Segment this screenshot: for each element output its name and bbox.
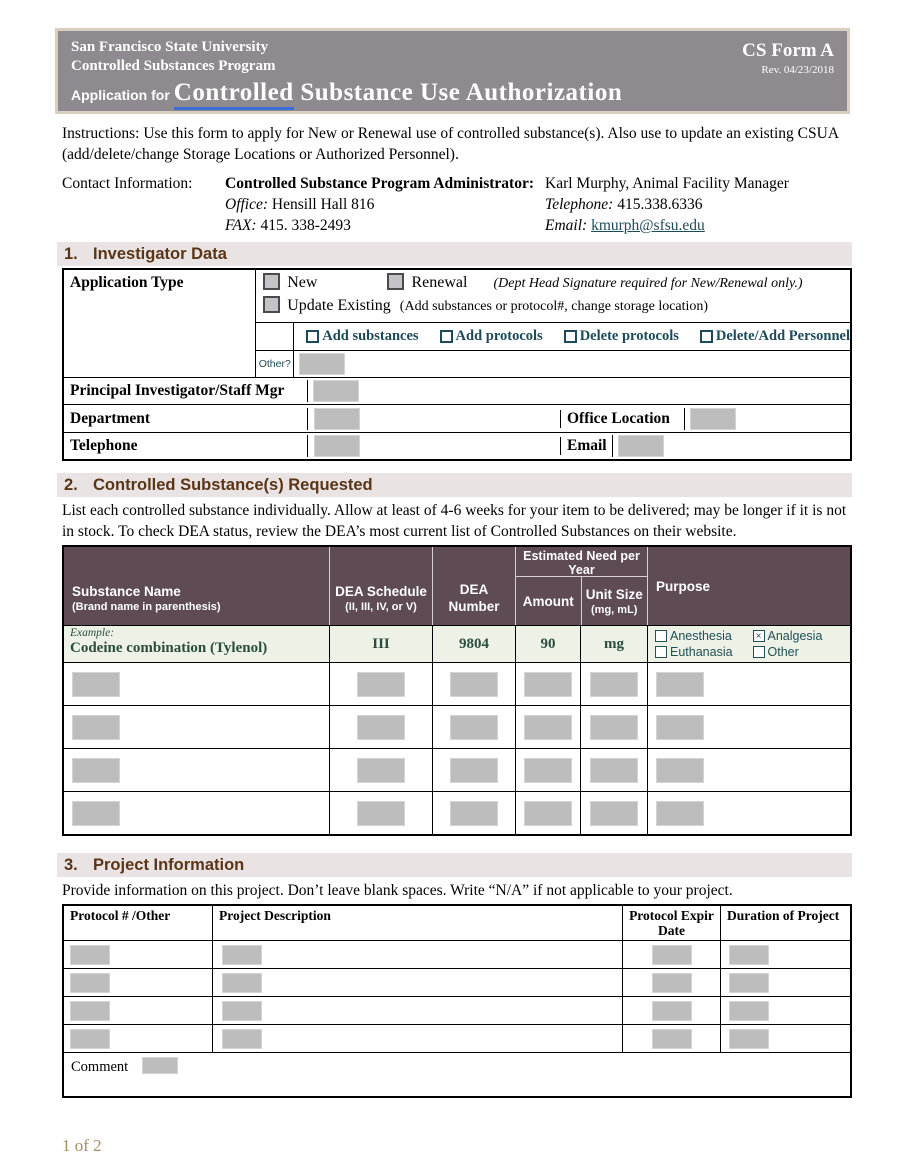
example-label: Example: — [70, 627, 115, 639]
unit-size-cell — [580, 749, 647, 791]
project-row — [64, 940, 850, 968]
amount-input[interactable] — [524, 715, 572, 740]
update-option-add-substances — [306, 328, 418, 345]
fax-label: FAX: — [225, 217, 257, 234]
section-1-number: 1. — [64, 245, 78, 263]
col-dea-schedule — [329, 547, 432, 625]
dea-number-input[interactable] — [450, 672, 498, 697]
estimated-need-subcolumns — [516, 577, 647, 625]
add-protocols-checkbox[interactable] — [440, 330, 453, 343]
delete-protocols-label: Delete protocols — [579, 328, 679, 344]
office-location-cell — [684, 408, 850, 430]
unit-size-input[interactable] — [590, 801, 638, 826]
project-row — [64, 996, 850, 1024]
purpose-anesthesia — [655, 629, 753, 643]
department-input[interactable] — [314, 408, 360, 430]
office-value: Hensill Hall 816 — [271, 196, 375, 213]
example-dea-number: 9804 — [432, 626, 515, 662]
protocol-expir-date-input[interactable] — [652, 1001, 692, 1021]
amount-input[interactable] — [524, 672, 572, 697]
unit-size-input[interactable] — [590, 758, 638, 783]
protocol-expir-date-input[interactable] — [652, 945, 692, 965]
dea-number-cell — [432, 706, 515, 748]
form-header — [55, 28, 850, 114]
dea-schedule-input[interactable] — [357, 672, 405, 697]
other-purpose-label: Other — [767, 645, 799, 659]
substance-name-input[interactable] — [72, 801, 120, 826]
schedule-cell — [329, 749, 432, 791]
contact-middle-column — [225, 173, 545, 236]
investigator-table — [62, 268, 852, 461]
anesthesia-label: Anesthesia — [670, 629, 732, 643]
substance-name-input[interactable] — [72, 672, 120, 697]
protocol-input[interactable] — [70, 1029, 110, 1049]
col-estimated-need — [515, 547, 647, 625]
title-rest: Substance Use Authorization — [293, 79, 623, 106]
dea-number-input[interactable] — [450, 758, 498, 783]
unit-size-cell — [580, 792, 647, 834]
description-cell — [212, 969, 622, 996]
admin-label: Controlled Substance Program Administrator: — [225, 175, 534, 192]
estimated-need-header-text: Estimated Need per Year — [516, 547, 647, 577]
col-duration-of-project: Duration of Project — [720, 906, 850, 940]
amount-input[interactable] — [524, 801, 572, 826]
application-type-row — [64, 270, 850, 377]
pi-input[interactable] — [313, 380, 359, 402]
office-line — [225, 194, 545, 215]
office-location-label: Office Location — [560, 410, 684, 428]
fax-value: 415. 338-2493 — [260, 217, 351, 234]
purpose-input[interactable] — [656, 758, 704, 783]
office-location-input[interactable] — [690, 408, 736, 430]
office-label: Office: — [225, 196, 269, 213]
email-field-label: Email — [560, 437, 612, 455]
example-purpose-cell — [647, 626, 850, 662]
protocol-cell — [64, 1025, 212, 1052]
purpose-cell — [647, 663, 850, 705]
purpose-header-text: Purpose — [656, 578, 711, 594]
telephone-input[interactable] — [314, 435, 360, 457]
other-purpose-checkbox[interactable] — [753, 646, 765, 658]
instructions-text: Instructions: Use this form to apply for New or Renewal use of controlled substance(s). Also use to update an existing CSUA (add/delete/change Storage Locations or Authorized Personnel). — [62, 125, 839, 163]
project-description-input[interactable] — [222, 945, 262, 965]
anesthesia-checkbox[interactable] — [655, 630, 667, 642]
section-3-title: Project Information — [93, 856, 245, 874]
application-type-cell — [255, 270, 850, 377]
expir-cell — [622, 997, 720, 1024]
substance-cell — [64, 792, 329, 834]
purpose-input[interactable] — [656, 672, 704, 697]
substance-cell — [64, 749, 329, 791]
update-option-delete-protocols — [564, 328, 679, 345]
example-substance-cell — [64, 626, 329, 662]
pi-label: Principal Investigator/Staff Mgr — [70, 382, 285, 399]
project-description-input[interactable] — [222, 973, 262, 993]
telephone-line — [545, 194, 902, 215]
substance-row — [64, 662, 850, 705]
protocol-cell — [64, 941, 212, 968]
update-option-add-protocols — [440, 328, 543, 345]
other-input[interactable] — [299, 353, 345, 375]
amount-cell — [515, 749, 580, 791]
email-cell — [612, 435, 850, 457]
protocol-input[interactable] — [70, 973, 110, 993]
analgesia-checkbox[interactable]: × — [753, 630, 765, 642]
org-line-1: San Francisco State University — [71, 39, 269, 55]
unit-size-input[interactable] — [590, 672, 638, 697]
section-2-title: Controlled Substance(s) Requested — [93, 476, 373, 494]
contact-information-label: Contact Information: — [62, 175, 193, 192]
col-dea-number — [432, 547, 515, 625]
revision-date: Rev. 04/23/2018 — [761, 64, 834, 76]
email-link[interactable]: kmurph@sfsu.edu — [591, 217, 705, 234]
new-checkbox[interactable] — [263, 273, 280, 290]
project-description-input[interactable] — [222, 1001, 262, 1021]
email-label: Email: — [545, 217, 588, 234]
dea-header-line1: DEA — [459, 582, 489, 597]
dea-number-input[interactable] — [450, 801, 498, 826]
col-protocol-expir-date: Protocol Expir Date — [622, 906, 720, 940]
comment-input[interactable] — [142, 1057, 178, 1074]
header-left — [71, 38, 622, 107]
header-right — [742, 38, 834, 107]
purpose-input[interactable] — [656, 801, 704, 826]
other-row — [256, 350, 850, 377]
col-protocol: Protocol # /Other — [70, 908, 171, 923]
telephone-field-label: Telephone — [70, 437, 138, 454]
analgesia-label: Analgesia — [767, 629, 823, 643]
other-cell — [294, 351, 850, 377]
unit-header-text: Unit Size — [585, 586, 643, 602]
duration-cell — [720, 941, 850, 968]
dept-head-note: (Dept Head Signature required for New/Renewal only.) — [493, 276, 803, 291]
application-type-choices — [256, 270, 850, 322]
update-existing-note: (Add substances or protocol#, change storage location) — [399, 299, 709, 314]
delete-add-personnel-checkbox[interactable] — [700, 330, 713, 343]
add-substances-label: Add substances — [322, 328, 419, 344]
project-row — [64, 968, 850, 996]
euthanasia-checkbox[interactable] — [655, 646, 667, 658]
protocol-input[interactable] — [70, 1001, 110, 1021]
department-row — [64, 404, 850, 432]
description-cell — [212, 1025, 622, 1052]
project-description-input[interactable] — [222, 1029, 262, 1049]
comment-row — [64, 1052, 850, 1096]
protocol-input[interactable] — [70, 945, 110, 965]
project-row — [64, 1024, 850, 1052]
substance-subheader-text: (Brand name in parenthesis) — [72, 600, 221, 613]
telephone-value: 415.338.6336 — [617, 196, 703, 213]
telephone-label: Telephone: — [545, 196, 614, 213]
substance-row — [64, 748, 850, 791]
dea-header-line2: Number — [448, 599, 500, 614]
section-1-header — [57, 242, 852, 266]
schedule-cell — [329, 706, 432, 748]
dea-schedule-input[interactable] — [357, 715, 405, 740]
admin-name: Karl Murphy, Animal Facility Manager — [545, 175, 789, 192]
update-option-delete-add-personnel — [700, 328, 850, 345]
update-options-row — [256, 322, 850, 350]
renewal-label: Renewal — [411, 274, 468, 291]
protocol-cell — [64, 997, 212, 1024]
col-purpose — [647, 547, 850, 625]
form-title-line — [71, 79, 622, 107]
unit-size-cell — [580, 706, 647, 748]
dea-number-input[interactable] — [450, 715, 498, 740]
protocol-cell — [64, 969, 212, 996]
department-cell — [307, 408, 560, 430]
update-existing-line — [263, 296, 850, 319]
delete-add-personnel-label: Delete/Add Personnel — [715, 328, 850, 344]
duration-cell — [720, 997, 850, 1024]
protocol-expir-date-input[interactable] — [652, 1029, 692, 1049]
amount-cell — [515, 706, 580, 748]
purpose-cell — [647, 749, 850, 791]
form-code: CS Form A — [742, 40, 834, 61]
unit-size-input[interactable] — [590, 715, 638, 740]
section-1-title: Investigator Data — [93, 245, 227, 263]
amount-cell — [515, 792, 580, 834]
substance-name-input[interactable] — [72, 758, 120, 783]
dea-number-cell — [432, 663, 515, 705]
example-unit-size: mg — [580, 626, 647, 662]
schedule-cell — [329, 792, 432, 834]
update-existing-checkbox[interactable] — [263, 296, 280, 313]
application-for-label: Application for — [71, 87, 170, 103]
dea-number-cell — [432, 792, 515, 834]
amount-input[interactable] — [524, 758, 572, 783]
delete-protocols-checkbox[interactable] — [564, 330, 577, 343]
substance-cell — [64, 663, 329, 705]
schedule-subheader-text: (II, III, IV, or V) — [345, 600, 417, 613]
duration-input[interactable] — [729, 1001, 769, 1021]
purpose-cell — [647, 792, 850, 834]
purpose-other — [753, 645, 851, 659]
principal-investigator-row — [64, 377, 850, 404]
schedule-cell — [329, 663, 432, 705]
euthanasia-label: Euthanasia — [670, 645, 733, 659]
substance-header-text: Substance Name — [72, 583, 181, 599]
duration-cell — [720, 969, 850, 996]
update-options-list — [294, 323, 850, 350]
purpose-cell — [647, 706, 850, 748]
other-label: Other? — [256, 351, 294, 377]
unit-size-cell — [580, 663, 647, 705]
description-cell — [212, 997, 622, 1024]
dea-number-cell — [432, 749, 515, 791]
expir-cell — [622, 969, 720, 996]
contact-information — [62, 173, 902, 236]
section-2-number: 2. — [64, 476, 78, 494]
duration-cell — [720, 1025, 850, 1052]
protocol-expir-date-input[interactable] — [652, 973, 692, 993]
section-3-description: Provide information on this project. Don’t leave blank spaces. Write “N/A” if not applicable to your project. — [62, 882, 733, 899]
email-line — [545, 215, 902, 236]
example-dea-schedule: III — [329, 626, 432, 662]
amount-cell — [515, 663, 580, 705]
unit-subheader-text: (mg, mL) — [591, 603, 638, 616]
update-existing-label: Update Existing — [287, 297, 391, 314]
example-substance-name: Codeine combination (Tylenol) — [70, 640, 268, 656]
email-input[interactable] — [618, 435, 664, 457]
description-cell — [212, 941, 622, 968]
substance-cell — [64, 706, 329, 748]
substance-row — [64, 705, 850, 748]
fax-line — [225, 215, 545, 236]
telephone-cell — [307, 435, 560, 457]
col-project-description: Project Description — [212, 906, 622, 940]
section-2-description: List each controlled substance individually. Allow at least of 4-6 weeks for your item to be delivered; may be longer if it is not in stock. To check DEA status, review the DEA’s most current list of Controlled Substances on their website. — [62, 502, 847, 540]
example-row — [64, 625, 850, 662]
new-label: New — [287, 274, 318, 291]
substance-row — [64, 791, 850, 834]
department-label: Department — [70, 409, 151, 427]
project-table — [62, 904, 852, 1098]
contact-right-column — [545, 173, 902, 236]
application-type-label: Application Type — [70, 274, 184, 291]
project-table-header — [64, 906, 850, 940]
col-amount: Amount — [522, 593, 574, 609]
comment-label: Comment — [71, 1059, 129, 1075]
section-3-header — [57, 853, 852, 877]
org-line-2: Controlled Substances Program — [71, 58, 276, 74]
new-renewal-line — [263, 273, 850, 296]
dea-schedule-input[interactable] — [357, 758, 405, 783]
substance-name-input[interactable] — [72, 715, 120, 740]
col-unit-size — [581, 577, 648, 625]
pi-cell — [307, 380, 850, 402]
section-3-number: 3. — [64, 856, 78, 874]
expir-cell — [622, 1025, 720, 1052]
duration-input[interactable] — [729, 973, 769, 993]
expir-cell — [622, 941, 720, 968]
page-title — [174, 79, 622, 110]
telephone-row — [64, 432, 850, 459]
update-options-spacer — [256, 323, 294, 350]
renewal-checkbox[interactable] — [387, 273, 404, 290]
page-number: 1 of 2 — [62, 1136, 102, 1155]
schedule-header-text: DEA Schedule — [335, 583, 427, 599]
add-substances-checkbox[interactable] — [306, 330, 319, 343]
example-amount: 90 — [515, 626, 580, 662]
substances-table-header — [64, 547, 850, 625]
purpose-analgesia — [753, 629, 851, 643]
col-substance-name — [64, 547, 329, 625]
duration-input[interactable] — [729, 945, 769, 965]
duration-input[interactable] — [729, 1029, 769, 1049]
dea-schedule-input[interactable] — [357, 801, 405, 826]
title-underlined-word: Controlled — [174, 79, 294, 110]
purpose-euthanasia — [655, 645, 753, 659]
section-2-header — [57, 473, 852, 497]
substances-table — [62, 545, 852, 836]
purpose-input[interactable] — [656, 715, 704, 740]
add-protocols-label: Add protocols — [455, 328, 543, 344]
